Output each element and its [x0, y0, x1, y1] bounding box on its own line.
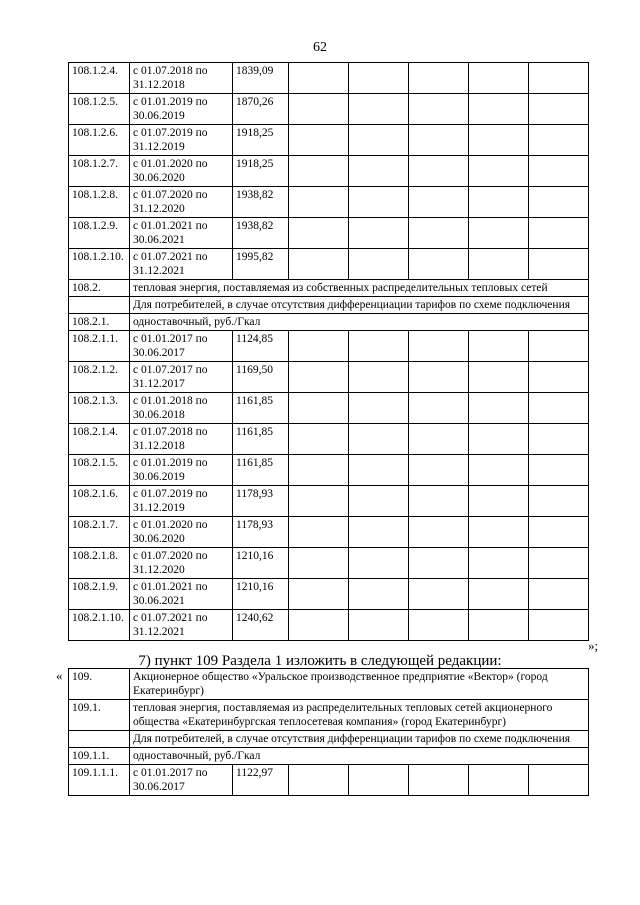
empty-cell [529, 424, 589, 455]
empty-cell [289, 331, 349, 362]
row-id: 109.1. [69, 700, 130, 731]
amendment-text: 7) пункт 109 Раздела 1 изложить в следующей редакции: [138, 653, 502, 669]
row-id: 108.2.1.7. [69, 517, 130, 548]
row-id: 108.2. [69, 280, 130, 297]
tariff-table-109 [68, 668, 589, 796]
empty-cell [409, 548, 469, 579]
table-row [69, 610, 589, 641]
row-id: 108.2.1.1. [69, 331, 130, 362]
tariff-table-108 [68, 62, 589, 641]
empty-cell [529, 548, 589, 579]
empty-cell [289, 455, 349, 486]
empty-cell [529, 187, 589, 218]
empty-cell [289, 187, 349, 218]
empty-cell [349, 125, 409, 156]
table-row [69, 249, 589, 280]
row-period: с 01.07.2018 по 31.12.2018 [130, 63, 233, 94]
row-period: с 01.07.2020 по 31.12.2020 [130, 548, 233, 579]
table-row [69, 393, 589, 424]
empty-cell [529, 94, 589, 125]
row-period: с 01.01.2017 по 30.06.2017 [130, 765, 233, 796]
table-row [69, 517, 589, 548]
row-period: с 01.01.2021 по 30.06.2021 [130, 218, 233, 249]
row-value: 1918,25 [233, 156, 289, 187]
empty-cell [409, 424, 469, 455]
empty-cell [349, 579, 409, 610]
row-value: 1210,16 [233, 548, 289, 579]
empty-cell [469, 362, 529, 393]
row-period: с 01.01.2021 по 30.06.2021 [130, 579, 233, 610]
consumers-note: Для потребителей, в случае отсутствия дифференциации тарифов по схеме подключения [130, 297, 589, 314]
row-id: 108.1.2.6. [69, 125, 130, 156]
empty-cell [469, 218, 529, 249]
empty-cell [529, 362, 589, 393]
empty-cell [289, 393, 349, 424]
row-value: 1169,50 [233, 362, 289, 393]
row-period: с 01.01.2019 по 30.06.2019 [130, 455, 233, 486]
empty-cell [289, 765, 349, 796]
row-period: с 01.07.2019 по 31.12.2019 [130, 486, 233, 517]
row-value: 1918,25 [233, 125, 289, 156]
empty-cell [529, 455, 589, 486]
row-period: с 01.01.2018 по 30.06.2018 [130, 393, 233, 424]
table-row [69, 297, 589, 314]
empty-cell [409, 187, 469, 218]
opening-quote: « [56, 668, 63, 683]
table-row [69, 548, 589, 579]
row-value: 1938,82 [233, 218, 289, 249]
empty-cell [289, 517, 349, 548]
empty-cell [289, 486, 349, 517]
row-id: 108.1.2.10. [69, 249, 130, 280]
empty-cell [409, 94, 469, 125]
empty-cell [349, 548, 409, 579]
row-id: 108.2.1.9. [69, 579, 130, 610]
table-row [69, 765, 589, 796]
row-value: 1161,85 [233, 424, 289, 455]
empty-cell [529, 610, 589, 641]
row-period: с 01.01.2020 по 30.06.2020 [130, 156, 233, 187]
row-period: с 01.07.2019 по 31.12.2019 [130, 125, 233, 156]
empty-cell [529, 579, 589, 610]
empty-cell [409, 156, 469, 187]
table-row [69, 731, 589, 748]
empty-cell [529, 218, 589, 249]
table-row [69, 748, 589, 765]
empty-cell [469, 765, 529, 796]
row-period: с 01.07.2020 по 31.12.2020 [130, 187, 233, 218]
row-value: 1124,85 [233, 331, 289, 362]
empty-cell [289, 579, 349, 610]
row-id: 108.1.2.8. [69, 187, 130, 218]
row-id: 108.2.1.2. [69, 362, 130, 393]
row-period: с 01.07.2021 по 31.12.2021 [130, 249, 233, 280]
row-value: 1122,97 [233, 765, 289, 796]
row-value: 1178,93 [233, 486, 289, 517]
row-period: с 01.07.2017 по 31.12.2017 [130, 362, 233, 393]
empty-cell [409, 579, 469, 610]
empty-cell [529, 249, 589, 280]
row-period: с 01.01.2017 по 30.06.2017 [130, 331, 233, 362]
row-value: 1178,93 [233, 517, 289, 548]
empty-cell [289, 63, 349, 94]
row-value: 1839,09 [233, 63, 289, 94]
empty-cell [349, 765, 409, 796]
empty-cell [289, 218, 349, 249]
empty-cell [409, 63, 469, 94]
row-id: 108.2.1.10. [69, 610, 130, 641]
empty-cell [349, 393, 409, 424]
table-row [69, 156, 589, 187]
tariff-type: одноставочный, руб./Гкал [130, 748, 589, 765]
empty-cell [69, 297, 130, 314]
empty-cell [469, 455, 529, 486]
empty-cell [469, 424, 529, 455]
row-id: 108.1.2.9. [69, 218, 130, 249]
empty-cell [409, 610, 469, 641]
empty-cell [409, 486, 469, 517]
empty-cell [469, 517, 529, 548]
empty-cell [349, 331, 409, 362]
table-row [69, 669, 589, 700]
row-period: с 01.07.2018 по 31.12.2018 [130, 424, 233, 455]
empty-cell [289, 610, 349, 641]
empty-cell [409, 393, 469, 424]
row-period: с 01.01.2020 по 30.06.2020 [130, 517, 233, 548]
empty-cell [409, 249, 469, 280]
table-row [69, 94, 589, 125]
empty-cell [469, 94, 529, 125]
table-row [69, 700, 589, 731]
row-id: 108.2.1.5. [69, 455, 130, 486]
row-id: 108.1.2.5. [69, 94, 130, 125]
row-id: 108.2.1.3. [69, 393, 130, 424]
page-number: 62 [313, 40, 327, 55]
row-id: 108.1.2.7. [69, 156, 130, 187]
row-value: 1938,82 [233, 187, 289, 218]
row-value: 1995,82 [233, 249, 289, 280]
row-value: 1240,62 [233, 610, 289, 641]
row-id: 108.2.1.6. [69, 486, 130, 517]
empty-cell [289, 94, 349, 125]
row-id: 108.1.2.4. [69, 63, 130, 94]
empty-cell [409, 765, 469, 796]
empty-cell [289, 548, 349, 579]
empty-cell [349, 187, 409, 218]
empty-cell [349, 218, 409, 249]
row-id: 109.1.1. [69, 748, 130, 765]
empty-cell [349, 424, 409, 455]
empty-cell [469, 156, 529, 187]
empty-cell [349, 486, 409, 517]
empty-cell [349, 63, 409, 94]
empty-cell [529, 765, 589, 796]
row-id: 108.2.1.4. [69, 424, 130, 455]
empty-cell [469, 125, 529, 156]
empty-cell [469, 249, 529, 280]
row-period: с 01.07.2021 по 31.12.2021 [130, 610, 233, 641]
empty-cell [289, 362, 349, 393]
table-row [69, 424, 589, 455]
empty-cell [529, 331, 589, 362]
empty-cell [349, 455, 409, 486]
empty-cell [289, 424, 349, 455]
table-row [69, 486, 589, 517]
empty-cell [349, 156, 409, 187]
tariff-type: одноставочный, руб./Гкал [130, 314, 589, 331]
empty-cell [469, 393, 529, 424]
empty-cell [409, 455, 469, 486]
consumers-note: Для потребителей, в случае отсутствия дифференциации тарифов по схеме подключения [130, 731, 589, 748]
row-value: 1161,85 [233, 393, 289, 424]
closing-quote: »; [588, 638, 599, 653]
table-row [69, 579, 589, 610]
table-row [69, 280, 589, 297]
table-row [69, 314, 589, 331]
row-id: 108.2.1.8. [69, 548, 130, 579]
row-value: 1210,16 [233, 579, 289, 610]
row-period: с 01.01.2019 по 30.06.2019 [130, 94, 233, 125]
empty-cell [289, 156, 349, 187]
empty-cell [409, 517, 469, 548]
row-id: 109.1.1.1. [69, 765, 130, 796]
row-description: тепловая энергия, поставляемая из распределительных тепловых сетей акционерного общества «Екатеринбургская теплосетевая компания» (город Екатеринбург) [130, 700, 589, 731]
table-row [69, 63, 589, 94]
empty-cell [529, 393, 589, 424]
empty-cell [69, 731, 130, 748]
empty-cell [469, 548, 529, 579]
empty-cell [289, 125, 349, 156]
organization-name: Акционерное общество «Уральское производственное предприятие «Вектор» (город Екатеринбург) [130, 669, 589, 700]
empty-cell [409, 218, 469, 249]
empty-cell [409, 125, 469, 156]
row-description: тепловая энергия, поставляемая из собственных распределительных тепловых сетей [130, 280, 589, 297]
empty-cell [529, 125, 589, 156]
table-row [69, 455, 589, 486]
row-id: 108.2.1. [69, 314, 130, 331]
empty-cell [529, 486, 589, 517]
empty-cell [469, 610, 529, 641]
row-value: 1870,26 [233, 94, 289, 125]
empty-cell [529, 156, 589, 187]
row-id: 109. [69, 669, 130, 700]
empty-cell [409, 362, 469, 393]
empty-cell [349, 94, 409, 125]
empty-cell [469, 63, 529, 94]
empty-cell [349, 362, 409, 393]
empty-cell [349, 249, 409, 280]
empty-cell [289, 249, 349, 280]
table-row [69, 331, 589, 362]
table-row [69, 125, 589, 156]
empty-cell [349, 610, 409, 641]
table-row [69, 362, 589, 393]
empty-cell [469, 187, 529, 218]
row-value: 1161,85 [233, 455, 289, 486]
empty-cell [469, 486, 529, 517]
empty-cell [409, 331, 469, 362]
empty-cell [469, 331, 529, 362]
empty-cell [529, 517, 589, 548]
table-row [69, 218, 589, 249]
empty-cell [529, 63, 589, 94]
table-row [69, 187, 589, 218]
empty-cell [469, 579, 529, 610]
empty-cell [349, 517, 409, 548]
